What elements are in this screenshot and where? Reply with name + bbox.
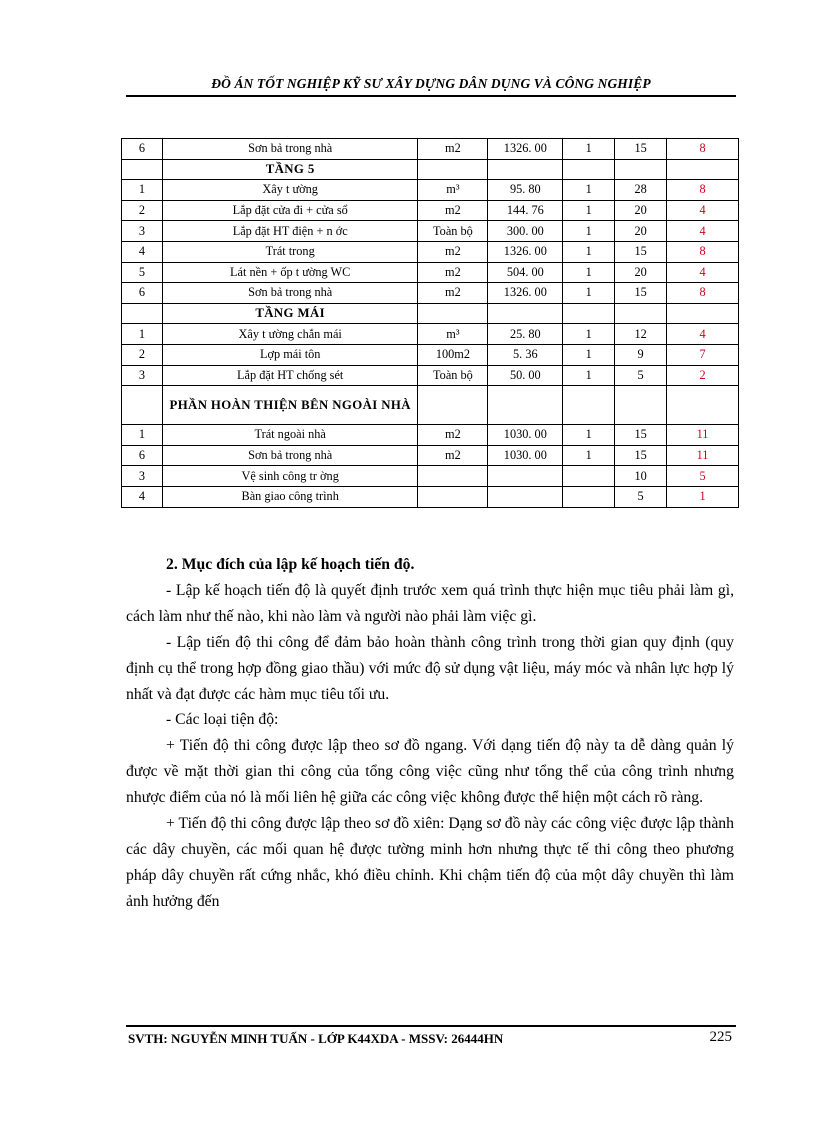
days-cell: 8 (667, 139, 739, 160)
table-row (122, 365, 739, 386)
section-row (122, 303, 739, 324)
stt-cell: 5 (122, 262, 163, 283)
stt-cell: 3 (122, 466, 163, 487)
empty-cell (488, 159, 563, 180)
empty-cell (488, 386, 563, 425)
table-row (122, 180, 739, 201)
unit-cell: m³ (418, 180, 488, 201)
unit-cell: m2 (418, 445, 488, 466)
days-cell: 8 (667, 180, 739, 201)
crew-cell: 1 (563, 425, 615, 446)
task-name-cell: Vệ sinh công tr ờng (162, 466, 418, 487)
crew-cell: 1 (563, 283, 615, 304)
crew-cell: 1 (563, 365, 615, 386)
table-row (122, 200, 739, 221)
unit-cell: 100m2 (418, 344, 488, 365)
days-cell: 7 (667, 344, 739, 365)
quantity-cell: 1326. 00 (488, 241, 563, 262)
days-cell: 1 (667, 486, 739, 507)
header-rule (126, 95, 736, 97)
task-name-cell: Xây t ường (162, 180, 418, 201)
unit-cell: m2 (418, 262, 488, 283)
section-body (126, 552, 734, 915)
paragraph: - Lập kế hoạch tiến độ là quyết định trước xem quá trình thực hiện mục tiêu phải làm gì, cách làm như thế nào, khi nào làm và người nào phải làm việc gì. (126, 581, 734, 625)
duration-cell: 15 (615, 241, 667, 262)
task-name-cell: Lát nền + ốp t ường WC (162, 262, 418, 283)
task-name-cell: Trát trong (162, 241, 418, 262)
quantity-cell: 1030. 00 (488, 445, 563, 466)
table-row (122, 344, 739, 365)
unit-cell: Toàn bộ (418, 221, 488, 242)
empty-cell (563, 303, 615, 324)
task-name-cell: Xây t ường chắn mái (162, 324, 418, 345)
duration-cell: 15 (615, 283, 667, 304)
footer-rule (126, 1025, 736, 1027)
empty-cell (667, 159, 739, 180)
unit-cell (418, 486, 488, 507)
quantity-cell: 50. 00 (488, 365, 563, 386)
duration-cell: 9 (615, 344, 667, 365)
empty-cell (563, 386, 615, 425)
stt-cell: 1 (122, 180, 163, 201)
task-name-cell: Lắp đặt HT điện + n ớc (162, 221, 418, 242)
quantity-cell: 5. 36 (488, 344, 563, 365)
task-name-cell: Sơn bả trong nhà (162, 283, 418, 304)
section-title: TẦNG MÁI (162, 303, 418, 324)
duration-cell: 20 (615, 262, 667, 283)
crew-cell: 1 (563, 241, 615, 262)
empty-cell (122, 303, 163, 324)
crew-cell: 1 (563, 221, 615, 242)
stt-cell: 6 (122, 139, 163, 160)
empty-cell (488, 303, 563, 324)
duration-cell: 15 (615, 445, 667, 466)
duration-cell: 28 (615, 180, 667, 201)
quantity-cell: 1030. 00 (488, 425, 563, 446)
unit-cell: m2 (418, 283, 488, 304)
crew-cell (563, 466, 615, 487)
crew-cell (563, 486, 615, 507)
unit-cell (418, 466, 488, 487)
quantity-cell (488, 466, 563, 487)
unit-cell: m2 (418, 200, 488, 221)
task-name-cell: Lắp đặt HT chống sét (162, 365, 418, 386)
stt-cell: 4 (122, 486, 163, 507)
schedule-table (121, 138, 739, 508)
quantity-cell: 1326. 00 (488, 283, 563, 304)
table-row (122, 221, 739, 242)
crew-cell: 1 (563, 324, 615, 345)
empty-cell (122, 386, 163, 425)
table-row (122, 425, 739, 446)
page-number: 225 (709, 1029, 732, 1045)
table-row (122, 139, 739, 160)
quantity-cell: 504. 00 (488, 262, 563, 283)
task-name-cell: Lắp đặt cửa đi + cửa sổ (162, 200, 418, 221)
stt-cell: 1 (122, 425, 163, 446)
days-cell: 11 (667, 445, 739, 466)
paragraph: + Tiến độ thi công được lập theo sơ đồ xiên: Dạng sơ đồ này các công việc được lập thành các dây chuyền, các mối quan hệ được tường minh hơn nhưng thực tế thi công theo phương pháp dây chuyền rất cứng nhắc, khó điều chỉnh. Khi chậm tiến độ của một dây chuyền thì làm ảnh hưởng đến (126, 815, 734, 910)
stt-cell: 4 (122, 241, 163, 262)
quantity-cell: 1326. 00 (488, 139, 563, 160)
section-title: TẦNG 5 (162, 159, 418, 180)
paragraph: - Các loại tiện độ: (166, 711, 279, 729)
task-name-cell: Lợp mái tôn (162, 344, 418, 365)
page-header: ĐỒ ÁN TỐT NGHIỆP KỸ SƯ XÂY DỰNG DÂN DỤNG VÀ CÔNG NGHIỆP (211, 76, 651, 91)
empty-cell (122, 159, 163, 180)
duration-cell: 20 (615, 221, 667, 242)
days-cell: 4 (667, 221, 739, 242)
unit-cell: m2 (418, 139, 488, 160)
empty-cell (418, 159, 488, 180)
table-row (122, 324, 739, 345)
crew-cell: 1 (563, 262, 615, 283)
task-name-cell: Bàn giao công trình (162, 486, 418, 507)
stt-cell: 3 (122, 221, 163, 242)
duration-cell: 10 (615, 466, 667, 487)
stt-cell: 3 (122, 365, 163, 386)
paragraph: + Tiến độ thi công được lập theo sơ đồ ngang. Với dạng tiến độ này ta dễ dàng quản lý được về mặt thời gian thi công của tổng công việc cũng như tổng thể của công trình nhưng nhược điểm của nó là mối liên hệ giữa các công việc không được thể hiện một cách rõ ràng. (126, 737, 734, 807)
section-title: PHẦN HOÀN THIỆN BÊN NGOÀI NHÀ (162, 386, 418, 425)
empty-cell (418, 303, 488, 324)
stt-cell: 2 (122, 344, 163, 365)
quantity-cell: 144. 76 (488, 200, 563, 221)
duration-cell: 15 (615, 425, 667, 446)
days-cell: 8 (667, 283, 739, 304)
stt-cell: 1 (122, 324, 163, 345)
table-row (122, 486, 739, 507)
stt-cell: 6 (122, 445, 163, 466)
task-name-cell: Trát ngoài nhà (162, 425, 418, 446)
days-cell: 11 (667, 425, 739, 446)
days-cell: 2 (667, 365, 739, 386)
quantity-cell: 25. 80 (488, 324, 563, 345)
task-name-cell: Sơn bả trong nhà (162, 445, 418, 466)
table-row (122, 466, 739, 487)
unit-cell: m³ (418, 324, 488, 345)
task-name-cell: Sơn bả trong nhà (162, 139, 418, 160)
empty-cell (615, 386, 667, 425)
stt-cell: 2 (122, 200, 163, 221)
unit-cell: Toàn bộ (418, 365, 488, 386)
days-cell: 4 (667, 200, 739, 221)
paragraph: - Lập tiến độ thi công để đảm bảo hoàn thành công trình trong thời gian quy định (quy định cụ thể trong hợp đồng giao thầu) với mức độ sử dụng vật liệu, máy móc và nhân lực hợp lý nhất và đạt được các hàm mục tiêu tối ưu. (126, 633, 734, 703)
section-row (122, 159, 739, 180)
crew-cell: 1 (563, 445, 615, 466)
empty-cell (615, 303, 667, 324)
table-row (122, 241, 739, 262)
days-cell: 5 (667, 466, 739, 487)
stt-cell: 6 (122, 283, 163, 304)
page-footer: SVTH: NGUYỄN MINH TUẤN - LỚP K44XDA - MSSV: 26444HN (128, 1031, 504, 1046)
quantity-cell: 95. 80 (488, 180, 563, 201)
duration-cell: 5 (615, 486, 667, 507)
crew-cell: 1 (563, 200, 615, 221)
days-cell: 8 (667, 241, 739, 262)
crew-cell: 1 (563, 180, 615, 201)
empty-cell (667, 303, 739, 324)
crew-cell: 1 (563, 344, 615, 365)
days-cell: 4 (667, 324, 739, 345)
crew-cell: 1 (563, 139, 615, 160)
empty-cell (667, 386, 739, 425)
duration-cell: 20 (615, 200, 667, 221)
days-cell: 4 (667, 262, 739, 283)
quantity-cell (488, 486, 563, 507)
unit-cell: m2 (418, 425, 488, 446)
section-row (122, 386, 739, 425)
table-row (122, 262, 739, 283)
empty-cell (563, 159, 615, 180)
unit-cell: m2 (418, 241, 488, 262)
section-heading: 2. Mục đích của lập kế hoạch tiến độ. (166, 556, 415, 573)
duration-cell: 15 (615, 139, 667, 160)
empty-cell (615, 159, 667, 180)
table-row (122, 283, 739, 304)
duration-cell: 5 (615, 365, 667, 386)
duration-cell: 12 (615, 324, 667, 345)
quantity-cell: 300. 00 (488, 221, 563, 242)
table-row (122, 445, 739, 466)
empty-cell (418, 386, 488, 425)
